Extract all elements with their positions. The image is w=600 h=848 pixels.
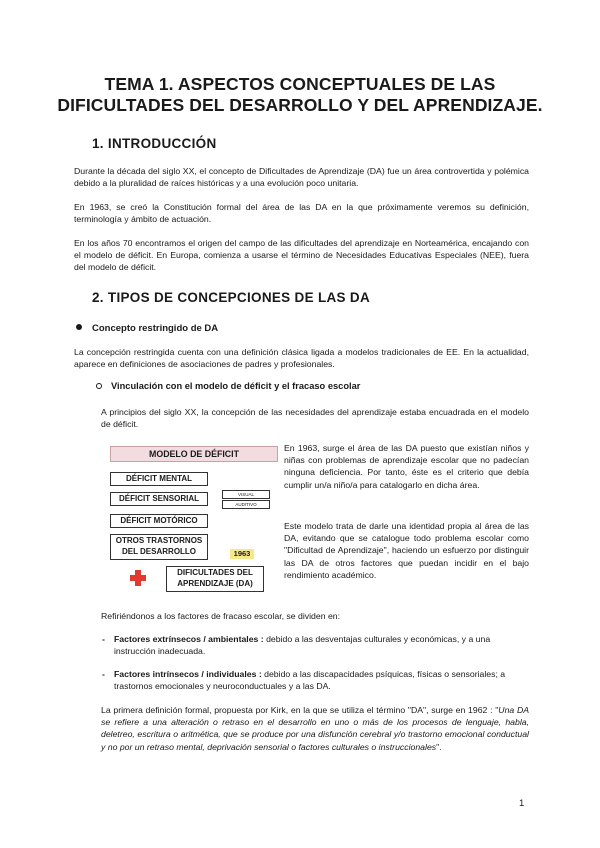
bullet-dot-icon — [76, 324, 82, 330]
factor-extrinsecos — [102, 633, 529, 657]
red-plus-icon — [130, 570, 146, 586]
kirk-definition-paragraph — [101, 704, 529, 753]
title-line-2: DIFICULTADES DEL DESARROLLO Y DEL APRENDIZAJE. — [57, 95, 543, 115]
definition-intro: La primera definición formal, propuesta por Kirk, en la que se utiliza el término "DA", surge en 1962 : " — [101, 705, 499, 715]
factor-2-text: debido a las discapacidades psíquicas, físicas o sensoriales; a trastornos emocionales y neuroconductuales y a las DA. — [114, 669, 506, 692]
factor-intrinsecos — [102, 668, 529, 692]
factors-intro: Refiriéndonos a los factores de fracaso escolar, se dividen en: — [101, 611, 341, 621]
right-paragraph-2: Este modelo trata de darle una identidad propia al área de las DA, evitando que se catalogue todo problema escolar como "Dificultad de Aprendizaje", haciendo un esfuerzo por distinguir las DA de otros factores que puedan incidir en el bajo rendimiento académico. — [284, 521, 529, 580]
restricted-paragraph: La concepción restringida cuenta con una definición clásica ligada a modelos tradicionales de EE. En la actualidad, aparece en definiciones de asociaciones de padres y profesionales. — [74, 347, 529, 370]
dificultades-line-2: APRENDIZAJE (DA) — [177, 579, 253, 588]
deficit-model-diagram — [100, 440, 280, 595]
right-paragraph-1: En 1963, surge el área de las DA puesto que existían niños y niñas con problemas de aprendizaje escolar que no padecían ninguna deficiencia. Por tanto, éste es el criterio que debía cumplir un/a niño/a para catalogarlo en dicha área. — [284, 443, 529, 490]
circle-bullet-icon — [96, 383, 102, 389]
diagram-item-otros-trastornos — [110, 534, 208, 560]
bullet-concepto-restringido — [76, 323, 218, 334]
page-number: 1 — [519, 798, 525, 809]
otros-line-1: OTROS TRASTORNOS — [115, 536, 203, 545]
factor-1-label: Factores extrínsecos / ambientales : — [114, 634, 264, 644]
otros-line-2: DEL DESARROLLO — [121, 547, 197, 556]
section-1-heading: 1. INTRODUCCIÓN — [92, 136, 217, 151]
diagram-mini-visual: VISUAL — [222, 490, 270, 499]
dash-marker: - — [102, 669, 105, 679]
section-2-heading: 2. TIPOS DE CONCEPCIONES DE LAS DA — [92, 290, 370, 305]
bullet-label: Concepto restringido de DA — [92, 323, 219, 334]
diagram-item-deficit-motorico: DÉFICIT MOTÓRICO — [110, 514, 208, 528]
diagram-header: MODELO DE DÉFICIT — [110, 446, 278, 462]
definition-end: ". — [436, 741, 442, 752]
subheading-label: Vinculación con el modelo de déficit y el fracaso escolar — [111, 381, 361, 391]
diagram-mini-auditivo: AUDITIVO — [222, 500, 270, 509]
diagram-item-deficit-mental: DÉFICIT MENTAL — [110, 472, 208, 486]
document-title — [40, 74, 560, 116]
diagram-item-deficit-sensorial: DÉFICIT SENSORIAL — [110, 492, 208, 506]
diagram-year-badge: 1963 — [230, 549, 254, 559]
dificultades-line-1: DIFICULTADES DEL — [177, 568, 253, 577]
subheading-vinculacion — [96, 381, 360, 391]
definition-quote: Una DA se refiere a una alteración o retraso en el desarrollo en uno o más de los procesos de lenguaje, habla, deletreo, escritura o aritmética, que se produce por una disfunción cerebral y/o trastorno emocional conductual y no por un retraso mental, deprivación sensorial o factores culturales o instruccionales — [101, 705, 530, 752]
intro-paragraph-2: En 1963, se creó la Constitución formal del área de las DA en la que próximamente veremos su definición, terminología y ámbito de actuación. — [74, 202, 529, 225]
diagram-item-dificultades — [166, 566, 264, 592]
factor-2-label: Factores intrínsecos / individuales : — [114, 669, 262, 679]
dash-marker: - — [102, 634, 105, 644]
factor-1-text: debido a las desventajas culturales y económicas, y a una instrucción inadecuada. — [114, 634, 491, 657]
intro-paragraph-1: Durante la década del siglo XX, el concepto de Dificultades de Aprendizaje (DA) fue un área controvertida y polémica debido a la pluralidad de raíces históricas y a una evolución poco unitaria. — [74, 166, 529, 189]
title-line-1: TEMA 1. ASPECTOS CONCEPTUALES DE LAS — [104, 74, 496, 94]
deficit-paragraph: A principios del siglo XX, la concepción de las necesidades del aprendizaje estaba encuadrada en el modelo de déficit. — [101, 407, 529, 430]
intro-paragraph-3: En los años 70 encontramos el origen del campo de las dificultades del aprendizaje en Norteamérica, encajando con el modelo de déficit. En Europa, comienza a usarse el término de Necesidades Educativas Especiales (NEE), fuera del modelo de déficit. — [74, 238, 529, 273]
